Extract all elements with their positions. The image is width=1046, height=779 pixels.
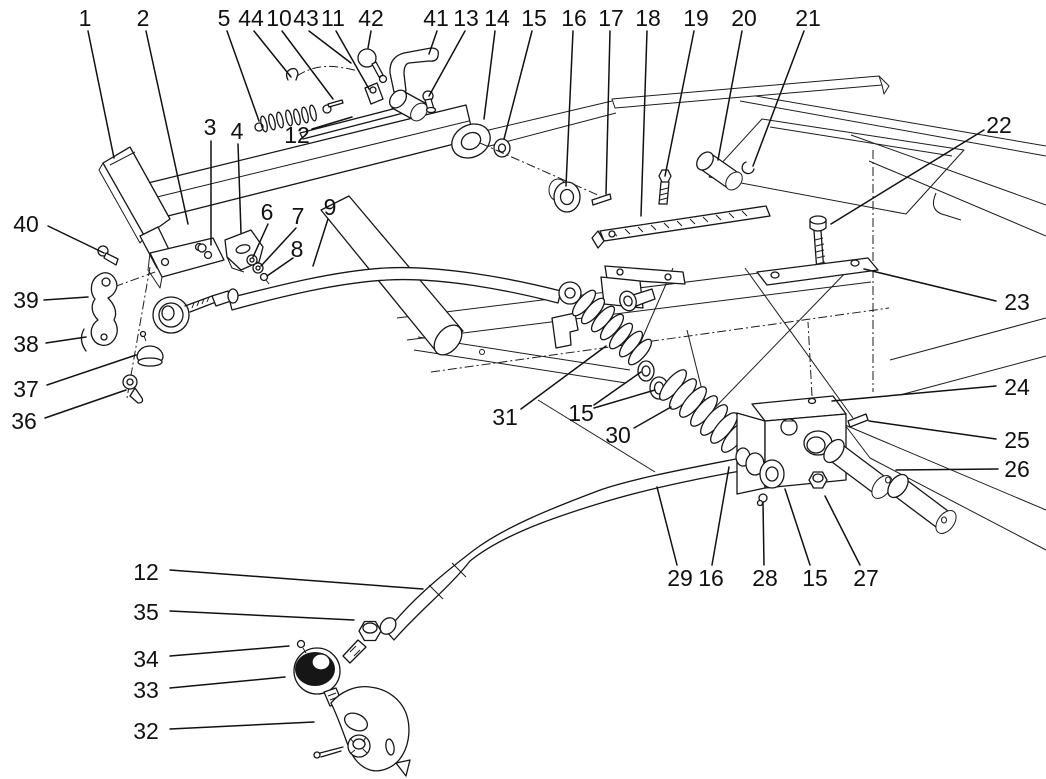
callout-c33: 33 [133,677,159,703]
lower-drag-rod [387,458,746,640]
callout-c25: 25 [1004,427,1030,453]
leader-c44 [254,31,291,77]
callout-c18: 18 [635,5,661,31]
leader-c33 [170,677,285,688]
leader-c32 [170,722,314,729]
stud-3 [198,244,206,252]
clip-38 [81,329,86,351]
callout-c16t: 16 [561,5,587,31]
callout-c2: 2 [136,5,150,31]
leader-c15b [785,489,810,565]
callout-c20: 20 [731,5,757,31]
frame-strip [612,76,882,108]
leader-c17 [606,31,610,194]
pin-10 [328,100,343,107]
cable-43 [297,66,357,76]
leader-c36 [45,390,126,418]
bellcrank-32 [331,687,409,771]
leader-c18 [641,31,647,216]
leader-c15m [594,372,641,405]
left-parts [81,246,163,403]
callout-c14: 14 [484,5,510,31]
callout-c21: 21 [795,5,821,31]
callout-c15b: 15 [802,565,828,591]
callout-c31: 31 [492,404,518,430]
cotter-pin [320,747,343,757]
callout-c38: 38 [13,331,39,357]
leader-c25 [869,421,996,439]
callout-c11: 11 [321,5,345,31]
leader-c16b [712,467,729,565]
callout-c24: 24 [1004,374,1030,400]
leader-c42 [368,31,371,48]
spring-assembly [569,287,753,456]
callout-c16b: 16 [698,565,724,591]
callout-c36: 36 [11,408,37,434]
callout-c39: 39 [13,287,39,313]
leader-c40 [48,226,104,253]
leader-c24 [832,386,996,401]
callout-c10: 10 [266,5,292,31]
callout-c41: 41 [423,5,449,31]
leader-c8 [267,258,293,276]
pin-17 [592,194,611,205]
grease-fitting-8 [261,274,268,281]
callout-c22: 22 [986,112,1012,138]
callout-c6: 6 [260,199,274,225]
pin-21 [742,162,754,174]
callout-c23: 23 [1004,289,1030,315]
callout-c17: 17 [598,5,624,31]
grease-fitting-34 [298,641,305,648]
callout-c12b: 12 [133,559,159,585]
callout-c44: 44 [238,5,264,31]
callout-c28: 28 [752,565,778,591]
leader-c34 [170,646,289,656]
leader-c28 [763,503,764,565]
callout-c13: 13 [453,5,479,31]
pin-cylinder-26 [820,436,960,537]
callout-c5: 5 [217,5,231,31]
callout-c34: 34 [133,646,159,672]
callout-c3: 3 [203,114,217,140]
callout-c15m: 15 [568,400,594,426]
callout-c7: 7 [291,203,305,229]
leader-lines [44,31,998,729]
callout-c15t: 15 [521,5,547,31]
serrated-bar-18 [600,206,770,241]
anchor-bracket [552,313,578,348]
leader-c35 [170,611,354,620]
leader-c30 [634,407,671,428]
leader-c1 [88,31,114,158]
lever-41 [390,48,438,92]
callout-c26: 26 [1004,456,1030,482]
leader-c21 [753,31,804,166]
callout-c27: 27 [853,565,879,591]
leader-c27 [825,496,860,565]
callout-c30: 30 [605,422,631,448]
leader-c29 [657,487,677,565]
callout-c40: 40 [13,211,39,237]
callout-c43: 43 [293,5,319,31]
leader-c14 [484,31,495,119]
callout-c8: 8 [290,236,304,262]
leader-c16t [566,31,573,186]
callout-c9: 9 [323,194,337,220]
leader-c5 [227,31,259,121]
leader-c23 [864,269,996,301]
leader-c12b [170,570,423,589]
callout-c12t: 12 [284,122,310,148]
callout-c29: 29 [667,565,693,591]
callout-c19: 19 [683,5,709,31]
pivot-bracket [601,266,685,313]
leader-c39 [44,297,88,300]
callout-c1: 1 [78,5,92,31]
callout-c32: 32 [133,718,159,744]
leader-c9 [313,219,328,266]
callout-c42: 42 [358,5,384,31]
frame-rail [148,105,474,219]
leader-c38 [46,337,86,343]
leader-c26 [896,469,998,470]
leader-c22 [831,130,984,224]
callout-c35: 35 [133,599,159,625]
callout-c4: 4 [230,118,244,144]
callout-c37: 37 [13,376,39,402]
leader-c10 [282,31,333,99]
